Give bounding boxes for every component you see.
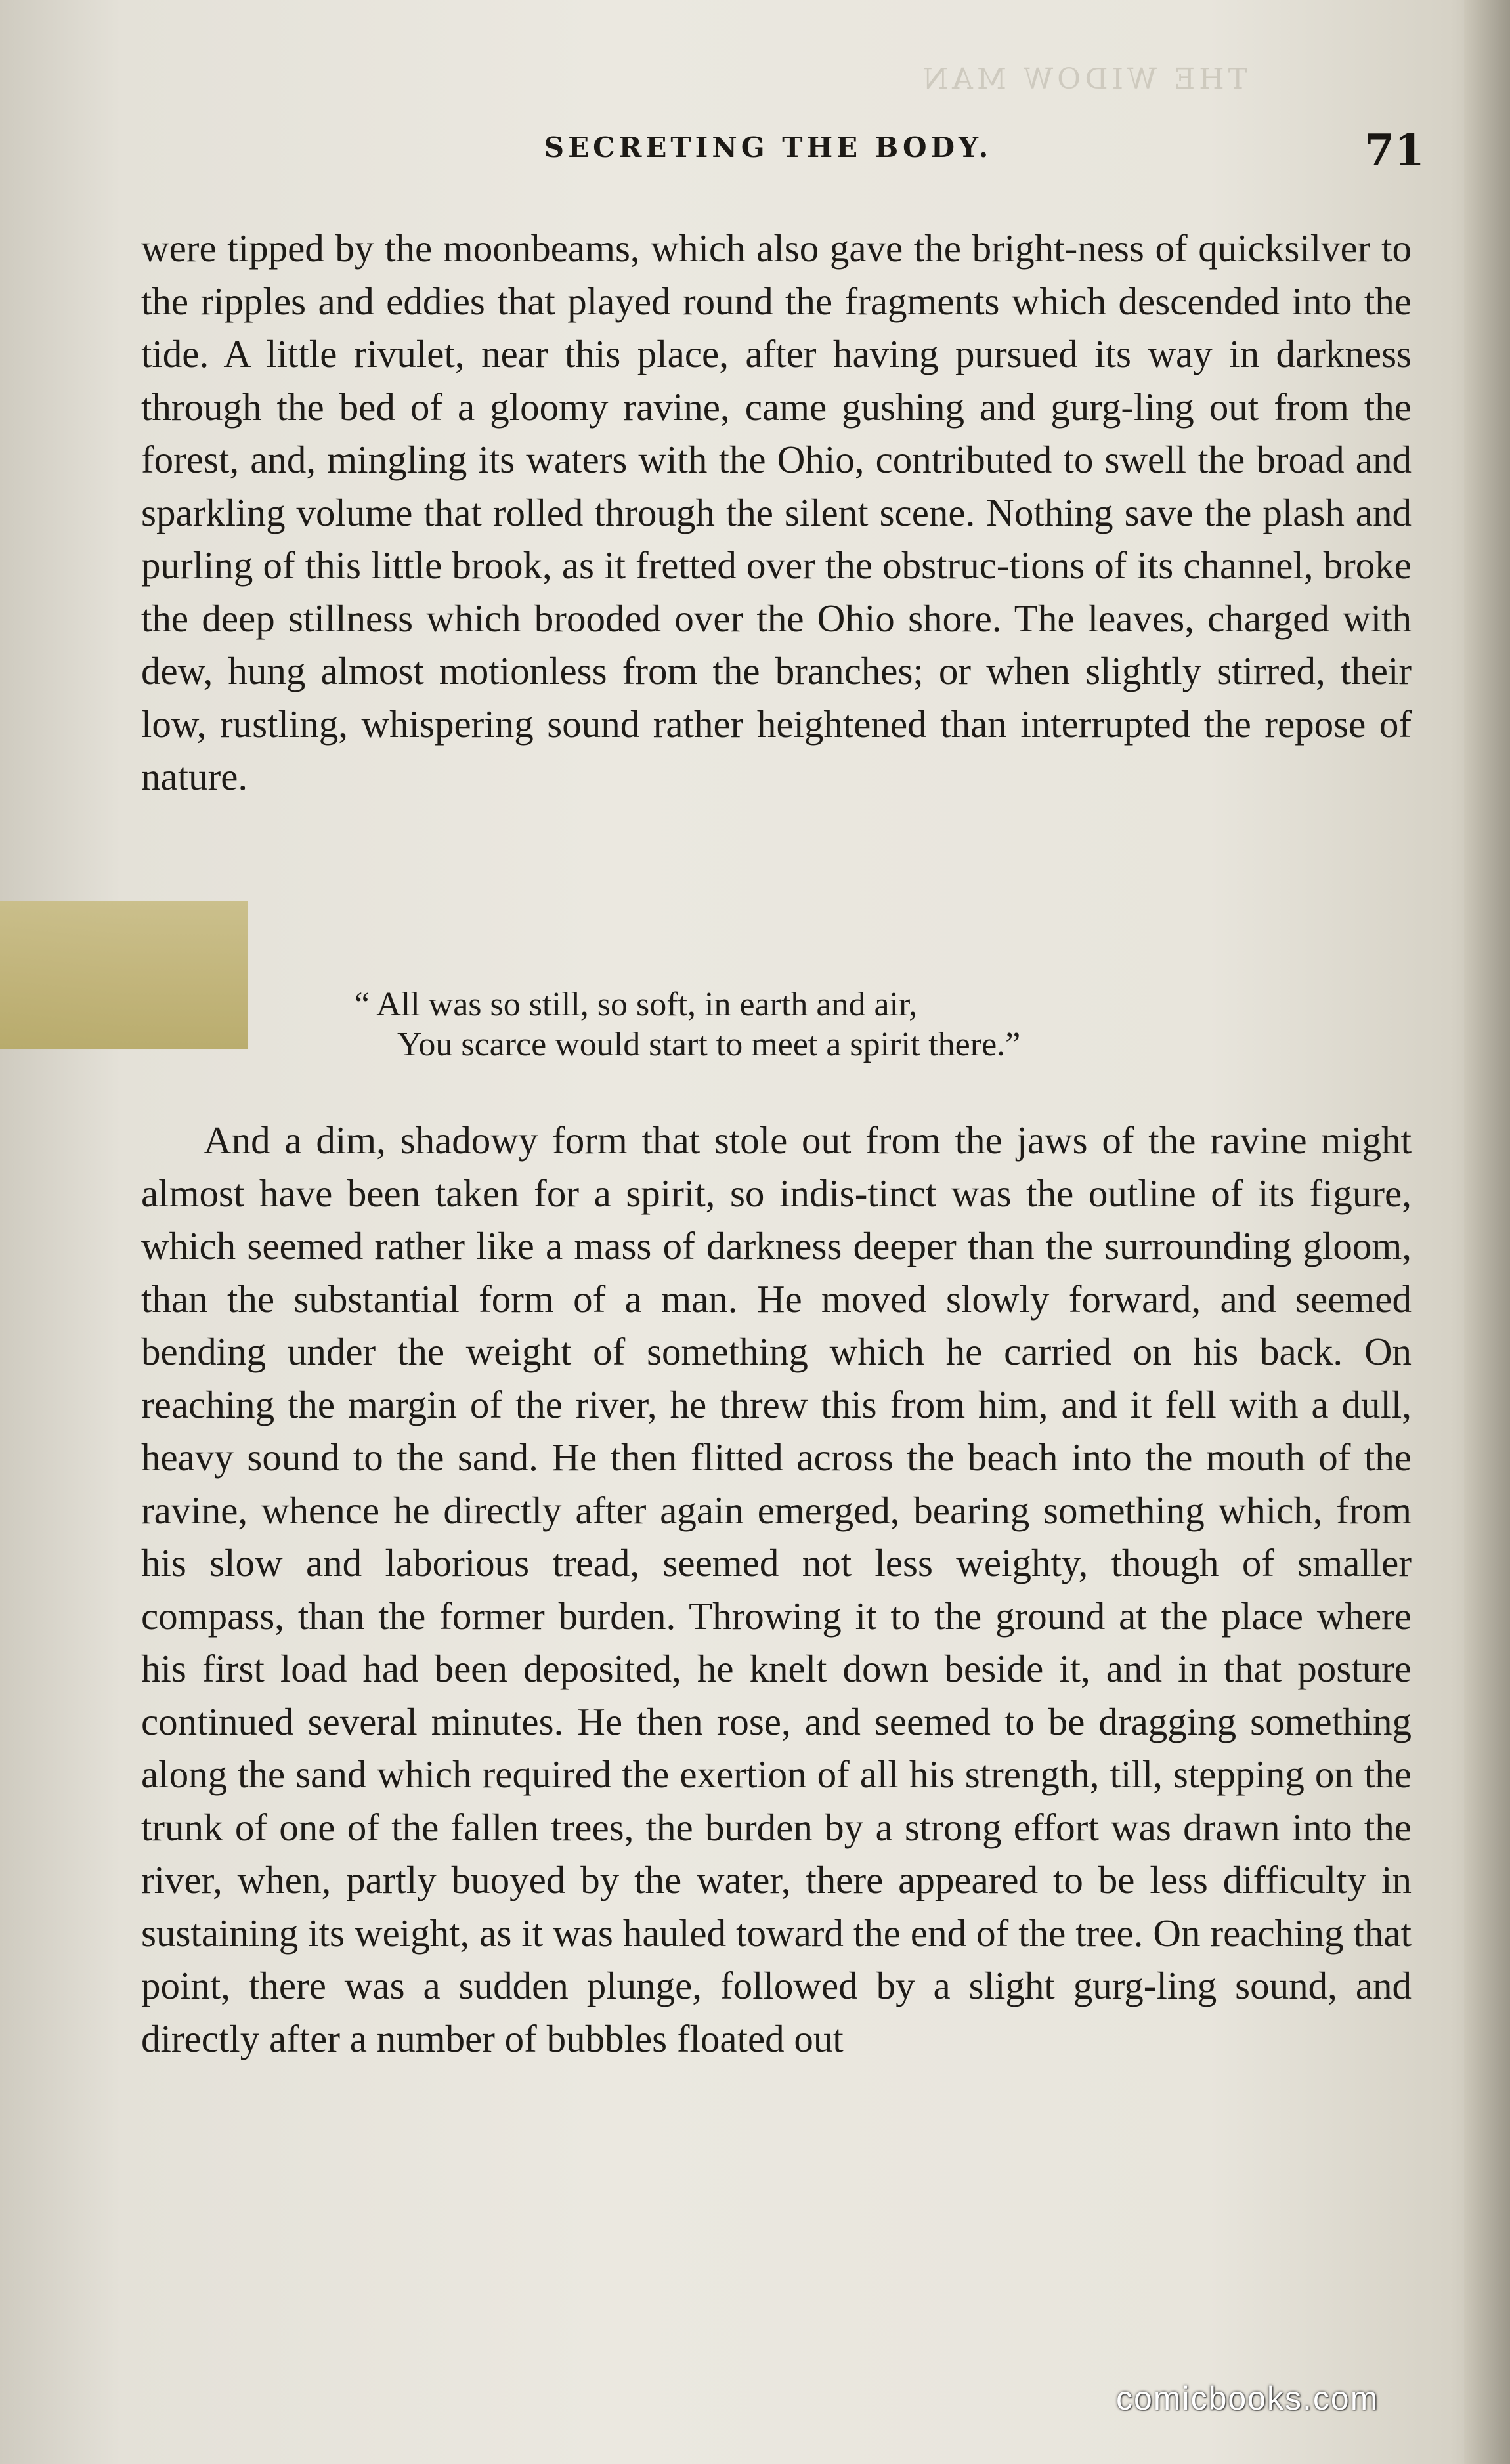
watermark: comicbooks.com (1116, 2380, 1379, 2417)
paragraph-2-text: And a dim, shadowy form that stole out from the jaws of the ravine might almost have been taken for a spirit, so indis-tinct was the outline of its figure, which seemed rather like a mass of darkness deeper than the surrounding gloom, than the substantial form of a man. He moved slowly forward, and seemed bending under the weight of something which he carried on his back. On reaching the margin of the river, he threw this from him, and it fell with a dull, heavy sound to the sand. He then flitted across the beach into the mouth of the ravine, whence he directly after again emerged, bearing something which, from his slow and laborious tread, seemed not less weighty, though of smaller compass, than the former burden. Throwing it to the ground at the place where his first load had been deposited, he knelt down beside it, and in that posture continued several minutes. He then rose, and seemed to be dragging something along the sand which required the exertion of all his strength, till, stepping on the trunk of one of the fallen trees, the burden by a strong effort was drawn into the river, when, partly buoyed by the water, there appeared to be less difficulty in sustaining its weight, as it was hauled toward the end of the tree. On reaching that point, there was a sudden plunge, followed by a slight gurg-ling sound, and directly after a number of bubbles floated out (141, 1118, 1412, 2060)
paragraph-2 (141, 1114, 1412, 2065)
quote-line-1: “ All was so still, so soft, in earth and air, (355, 986, 918, 1023)
paragraph-1 (141, 222, 1412, 803)
page-edge-shadow (1464, 0, 1510, 2464)
running-head: SECRETING THE BODY. (544, 131, 993, 163)
bleed-through-text: THE WIDOW MAN (918, 62, 1247, 96)
quote-line-2: You scarce would start to meet a spirit there.” (397, 1026, 1021, 1063)
paragraph-1-text: were tipped by the moonbeams, which also gave the bright-ness of quicksilver to the ripples and eddies that played round the fragments which descended into the tide. A little rivulet, near this place, after having pursued its way in darkness through the bed of a gloomy ravine, came gushing and gurg-ling out from the forest, and, mingling its waters with the Ohio, contributed to swell the broad and sparkling volume that rolled through the silent scene. Nothing save the plash and purling of this little brook, as it fretted over the obstruc-tions of its channel, broke the deep stillness which brooded over the Ohio shore. The leaves, charged with dew, hung almost motionless from the branches; or when slightly stirred, their low, rustling, whispering sound rather heightened than interrupted the repose of nature. (141, 226, 1412, 798)
page-number: 71 (1364, 125, 1425, 176)
page-header (0, 125, 1510, 176)
verse-quote (355, 985, 1339, 1065)
tape-strip (0, 901, 248, 1049)
